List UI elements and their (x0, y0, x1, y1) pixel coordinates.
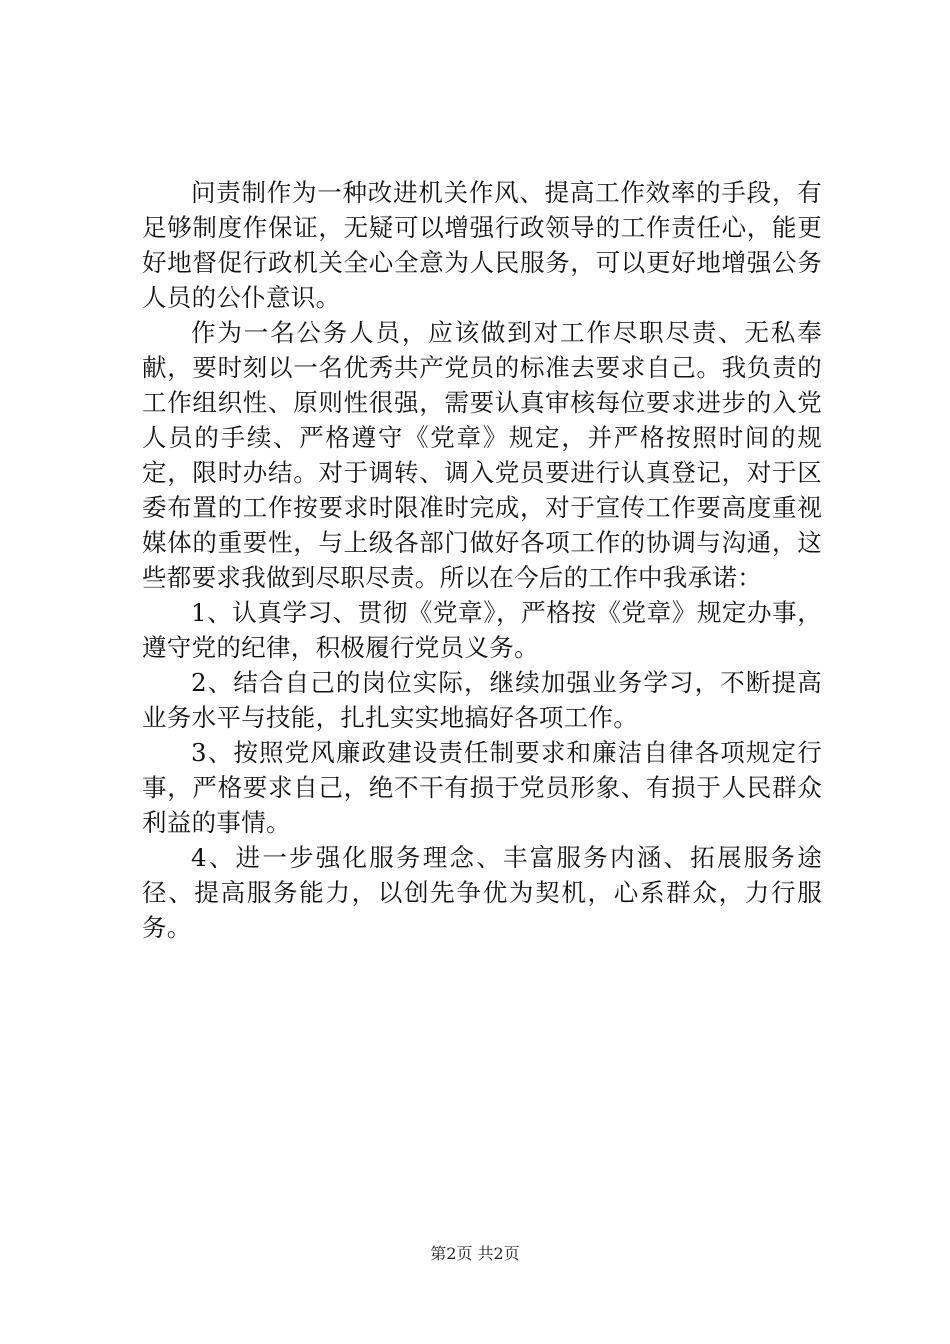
commitment-item-1: 1、认真学习、贯彻《党章》，严格按《党章》规定办事，遵守党的纪律，积极履行党员义务。 (142, 598, 822, 662)
commitment-item-3: 3、按照党风廉政建设责任制要求和廉洁自律各项规定行事，严格要求自己，绝不干有损于党员形象、有损于人民群众利益的事情。 (142, 738, 822, 837)
document-body (142, 175, 822, 945)
paragraph-duties: 作为一名公务人员，应该做到对工作尽职尽责、无私奉献，要时刻以一名优秀共产党员的标准去要求自己。我负责的工作组织性、原则性很强，需要认真审核每位要求进步的入党人员的手续、严格遵守《党章》规定，并严格按照时间的规定，限时办结。对于调转、调入党员要进行认真登记，对于区委布置的工作按要求时限准时完成，对于宣传工作要高度重视媒体的重要性，与上级各部门做好各项工作的协调与沟通，这些都要求我做到尽职尽责。所以在今后的工作中我承诺： (142, 318, 822, 592)
commitment-item-2: 2、结合自己的岗位实际，继续加强业务学习，不断提高业务水平与技能，扎扎实实地搞好各项工作。 (142, 668, 822, 732)
page-footer: 第2页 共2页 (430, 1244, 520, 1263)
commitment-item-4: 4、进一步强化服务理念、丰富服务内涵、拓展服务途径、提高服务能力，以创先争优为契机，心系群众，力行服务。 (142, 843, 822, 942)
paragraph-accountability: 问责制作为一种改进机关作风、提高工作效率的手段，有足够制度作保证，无疑可以增强行政领导的工作责任心，能更好地督促行政机关全心全意为人民服务，可以更好地增强公务人员的公仆意识。 (142, 178, 822, 312)
